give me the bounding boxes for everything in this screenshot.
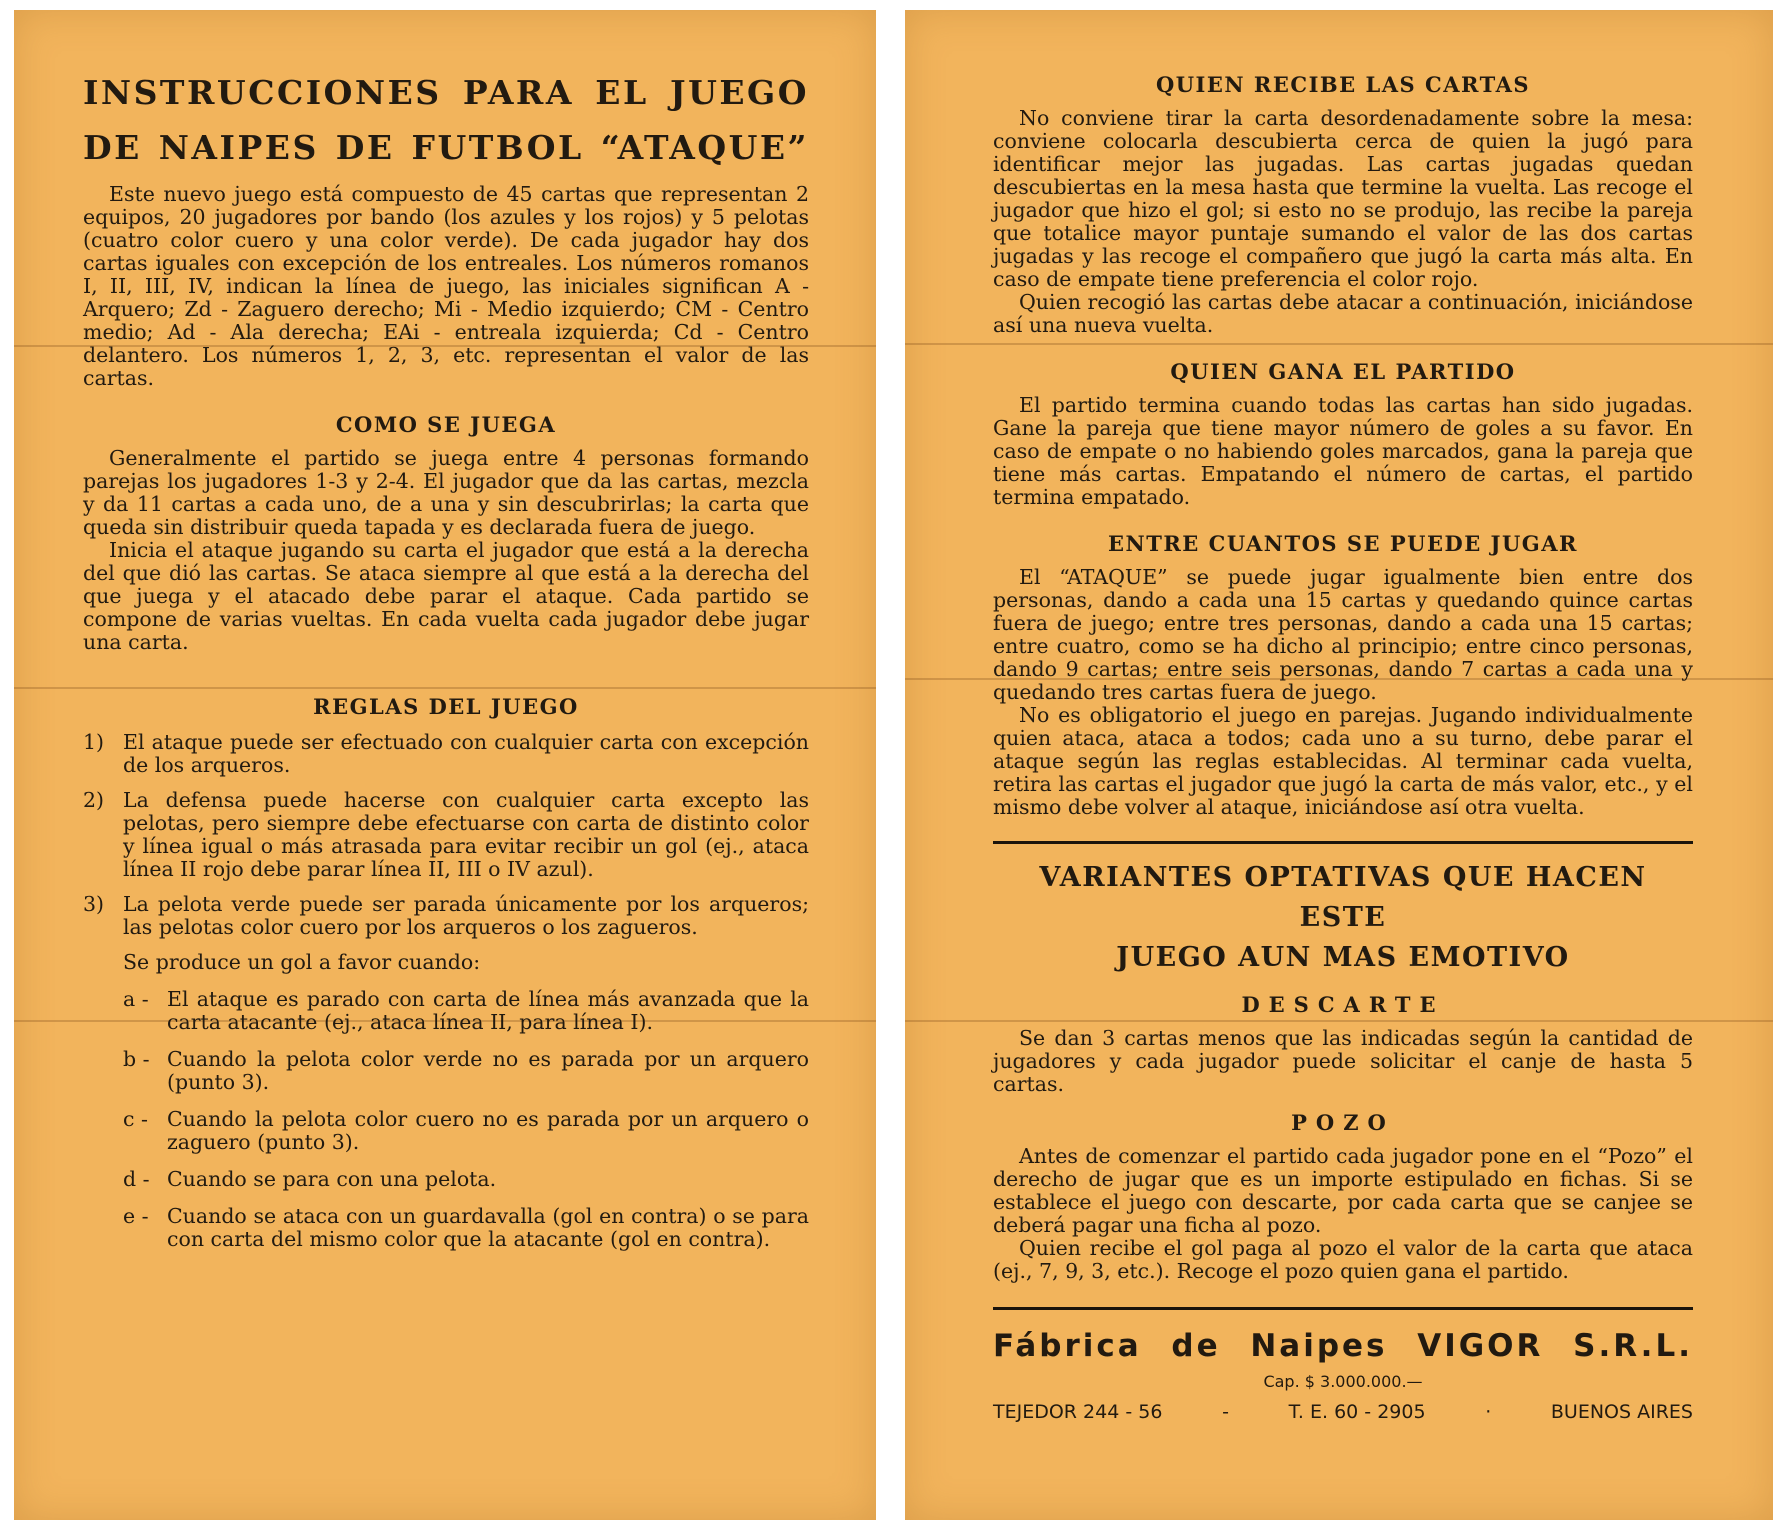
pozo-paragraph-2: Quien recibe el gol paga al pozo el valor de la carta que ataca (ej., 7, 9, 3, etc.). Recoge el pozo quien gana el partido.: [993, 1236, 1693, 1283]
rule-item: [83, 893, 809, 939]
how-to-play-paragraph-2: Inicia el ataque jugando su carta el jugador que está a la derecha del que dió las cartas. Se ataca siempre al que está a la derecha del que juega y el atacado debe parar el ataque. Cada partido se compone de varias vueltas. En cada vuelta cada jugador debe jugar una carta.: [83, 538, 809, 654]
wins-heading: QUIEN GANA EL PARTIDO: [1170, 359, 1516, 384]
goal-case: [123, 1205, 809, 1251]
manufacturer-capital: Cap. $ 3.000.000.—: [1263, 1372, 1423, 1391]
main-title-line2: DE NAIPES DE FUTBOL “ATAQUE”: [83, 128, 809, 167]
players-paragraph-1: El “ATAQUE” se puede jugar igualmente bien entre dos personas, dando a cada una 15 cartas y quedando quince cartas fuera de juego; entre tres personas, dando a cada una 15 cartas; entre cuatro, como se ha dicho al principio; entre cinco personas, dando 9 cartas; entre seis personas, dando 7 cartas a cada una y quedando tres cartas fuera de juego.: [993, 565, 1693, 704]
manufacturer-block: [993, 1307, 1693, 1423]
manufacturer-street: TEJEDOR 244 - 56: [993, 1401, 1163, 1423]
goal-intro: Se produce un gol a favor cuando:: [123, 950, 481, 974]
receives-paragraph-2: Quien recogió las cartas debe atacar a continuación, iniciándose así una nueva vuelta.: [993, 290, 1693, 337]
players-heading: ENTRE CUANTOS SE PUEDE JUGAR: [1108, 531, 1578, 556]
receives-paragraph-1: No conviene tirar la carta desordenadamente sobre la mesa: conviene colocarla descubierta cerca de quien la jugó para identificar mejor las jugadas. Las cartas jugadas quedan descubiertas en la mesa hasta que termine la vuelta. Las recoge el jugador que hizo el gol; si esto no se produjo, las recibe la pareja que totalice mayor puntaje sumando el valor de las dos cartas jugadas y las recoge el compañero que jugó la carta más alta. En caso de empate tiene preferencia el color rojo.: [993, 106, 1693, 291]
variants-heading-line2: JUEGO AUN MAS EMOTIVO: [1116, 942, 1570, 973]
pozo-paragraph-1: Antes de comenzar el partido cada jugador pone en el “Pozo” el derecho de jugar que es un importe estipulado en fichas. Si se establece el juego con descarte, por cada carta que se canjee se deberá pagar una ficha al pozo.: [993, 1144, 1693, 1237]
discard-paragraph: Se dan 3 cartas menos que las indicadas según la cantidad de jugadores y cada jugador puede solicitar el canje de hasta 5 cartas.: [993, 1026, 1693, 1096]
goal-case-letter: d -: [123, 1167, 150, 1191]
goal-case-letter: b -: [123, 1047, 150, 1071]
players-paragraph-2: No es obligatorio el juego en parejas. Jugando individualmente quien ataca, ataca a todos; cada uno a su turno, debe parar el ataque según las reglas establecidas. Al terminar cada vuelta, retira las cartas el jugador que jugó la carta de más valor, etc., y el mismo debe volver al ataque, iniciándose así otra vuelta.: [993, 703, 1693, 819]
discard-heading: DESCARTE: [1241, 992, 1445, 1017]
goal-case: [123, 988, 809, 1034]
goal-case-letter: e -: [123, 1204, 149, 1228]
rule-text: La pelota verde puede ser parada únicamente por los arqueros; las pelotas color cuero por los arqueros o los zagueros.: [123, 892, 809, 939]
rules-heading: REGLAS DEL JUEGO: [313, 694, 579, 719]
left-column: [83, 65, 809, 1265]
manufacturer-address: [993, 1401, 1693, 1423]
address-separator: -: [1222, 1401, 1229, 1423]
goal-case-letter: c -: [123, 1107, 148, 1131]
rule-text: El ataque puede ser efectuado con cualquier carta con excepción de los arqueros.: [123, 730, 809, 777]
goal-case-text: Cuando se para con una pelota.: [167, 1167, 497, 1191]
manufacturer-name: Fábrica de Naipes VIGOR S.R.L.: [993, 1328, 1693, 1364]
goal-case-text: Cuando la pelota color verde no es parada por un arquero (punto 3).: [167, 1047, 809, 1094]
goal-case: [123, 1168, 809, 1191]
right-column: [993, 72, 1693, 1423]
rules-list: [83, 731, 809, 939]
manufacturer-phone: T. E. 60 - 2905: [1288, 1401, 1426, 1423]
address-separator: ·: [1485, 1401, 1492, 1423]
rule-number: 3): [83, 892, 105, 916]
how-to-play-heading: COMO SE JUEGA: [335, 412, 557, 437]
goal-case-text: Cuando la pelota color cuero no es parada por un arquero o zaguero (punto 3).: [167, 1107, 809, 1154]
goal-case-letter: a -: [123, 987, 149, 1011]
goal-case-text: Cuando se ataca con un guardavalla (gol en contra) o se para con carta del mismo color que la atacante (gol en contra).: [167, 1204, 809, 1251]
right-sheet: [905, 10, 1773, 1520]
rule-number: 1): [83, 730, 105, 754]
receives-heading: QUIEN RECIBE LAS CARTAS: [1155, 72, 1531, 97]
intro-paragraph: Este nuevo juego está compuesto de 45 cartas que representan 2 equipos, 20 jugadores por bando (los azules y los rojos) y 5 pelotas (cuatro color cuero y una color verde). De cada jugador hay dos cartas iguales con excepción de los entreales. Los números romanos I, II, III, IV, indican la línea de juego, las iniciales significan A - Arquero; Zd - Zaguero derecho; Mi - Medio izquierdo; CM - Centro medio; Ad - Ala derecha; EAi - entreala izquierda; Cd - Centro delantero. Los números 1, 2, 3, etc. representan el valor de las cartas.: [83, 182, 809, 390]
rule-item: [83, 789, 809, 881]
pozo-heading: POZO: [1291, 1110, 1395, 1135]
goal-cases-list: [123, 988, 809, 1251]
goal-case: [123, 1108, 809, 1154]
variants-heading: [993, 841, 1693, 978]
wins-paragraph: El partido termina cuando todas las cartas han sido jugadas. Gane la pareja que tiene mayor número de goles a su favor. En caso de empate o no habiendo goles marcados, gana la pareja que tiene más cartas. Empatando el número de cartas, el partido termina empatado.: [993, 393, 1693, 509]
goal-case-text: El ataque es parado con carta de línea más avanzada que la carta atacante (ej., ataca línea II, para línea I).: [167, 987, 809, 1034]
goal-case: [123, 1048, 809, 1094]
left-sheet: [14, 10, 876, 1520]
rule-item: [83, 731, 809, 777]
main-title: [83, 65, 809, 175]
how-to-play-paragraph-1: Generalmente el partido se juega entre 4 personas formando parejas los jugadores 1-3 y 2-4. El jugador que da las cartas, mezcla y da 11 cartas a cada uno, de a una y sin descubrirlas; la carta que queda sin distribuir queda tapada y es declarada fuera de juego.: [83, 446, 809, 539]
manufacturer-city: BUENOS AIRES: [1550, 1401, 1693, 1423]
main-title-line1: INSTRUCCIONES PARA EL JUEGO: [83, 73, 809, 112]
rule-text: La defensa puede hacerse con cualquier carta excepto las pelotas, pero siempre debe efectuarse con carta de distinto color y línea igual o más atrasada para evitar recibir un gol (ej., ataca línea II rojo debe parar línea II, III o IV azul).: [123, 788, 809, 881]
rule-number: 2): [83, 788, 105, 812]
variants-heading-line1: VARIANTES OPTATIVAS QUE HACEN ESTE: [1039, 862, 1647, 933]
